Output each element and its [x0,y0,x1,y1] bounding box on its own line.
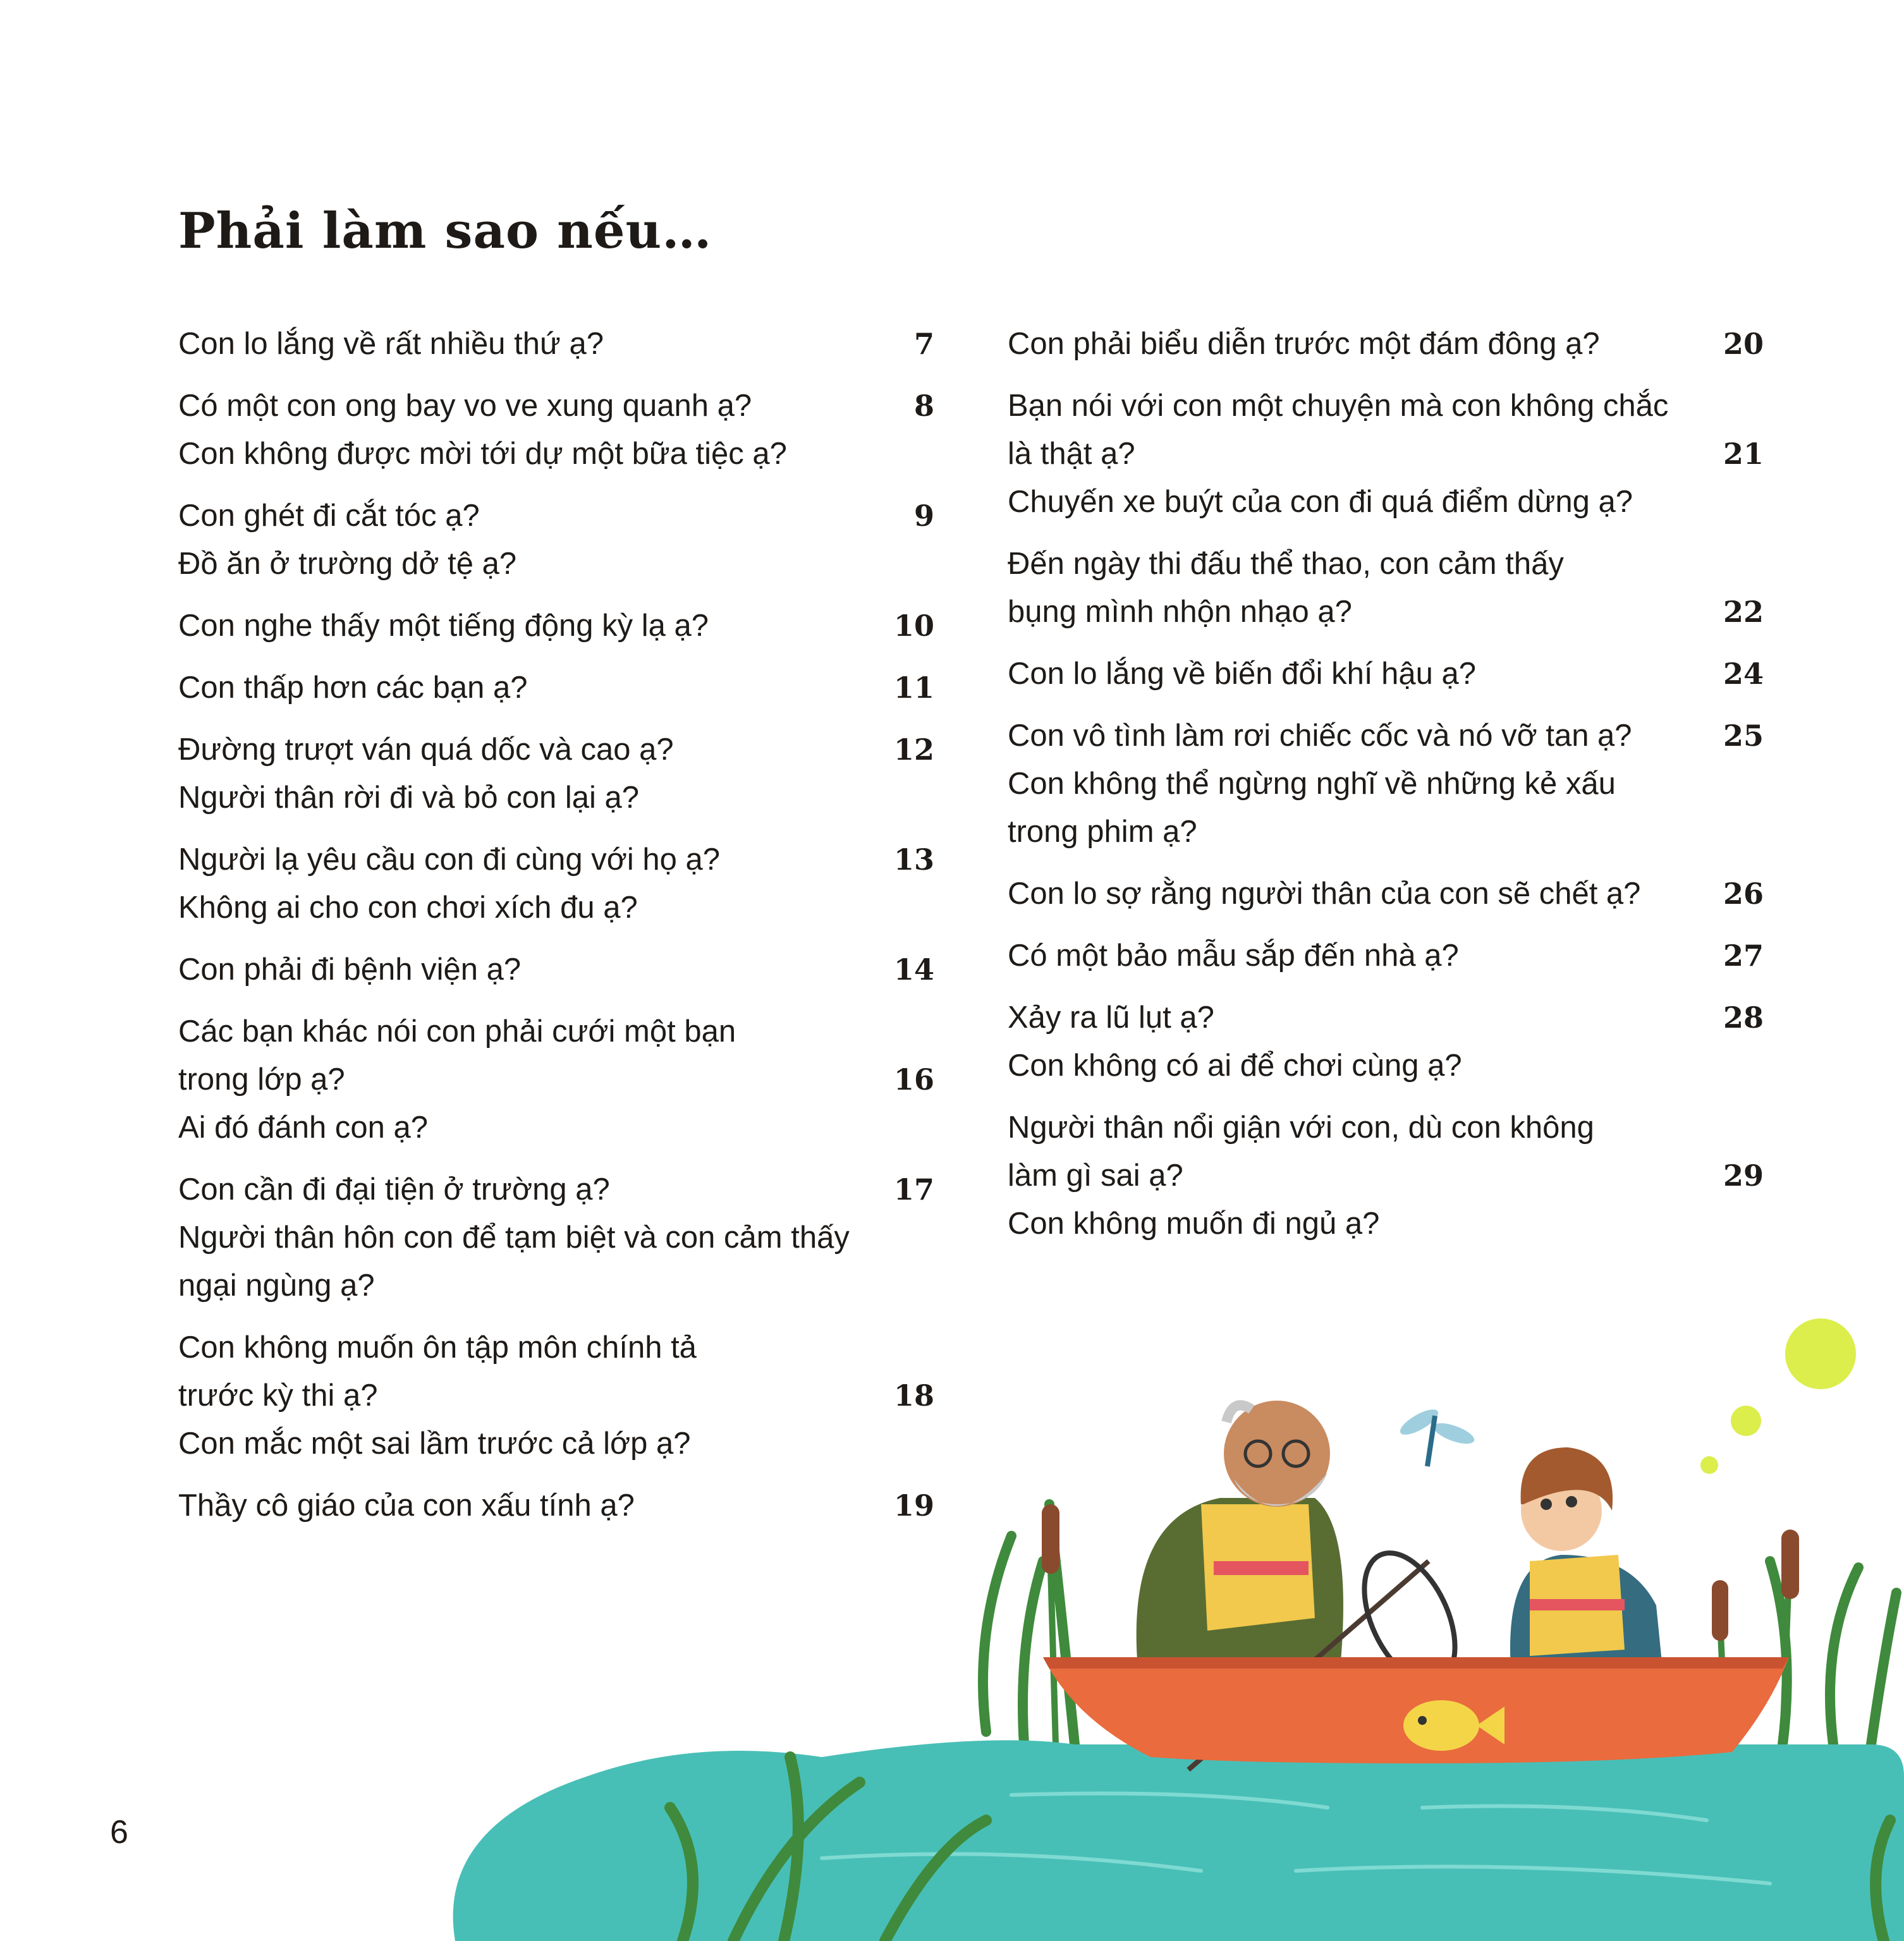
toc-entry [178,1323,934,1468]
toc-question: ngại ngùng ạ? [178,1269,375,1303]
toc-page-number: 26 [1723,877,1764,911]
toc-entry [1008,650,1764,698]
toc-question: Người thân hôn con để tạm biệt và con cảm thấy [178,1220,850,1255]
toc-entry [1008,712,1764,856]
toc-question: là thật ạ? [1008,437,1135,471]
toc-page-number: 10 [893,609,934,643]
fishing-net [1188,1539,1474,1770]
toc-question: Con không thể ngừng nghĩ về những kẻ xấu [1008,767,1616,801]
toc-question: Có một bảo mẫu sắp đến nhà ạ? [1008,939,1459,973]
toc-entry [178,1165,934,1310]
toc-question: Thầy cô giáo của con xấu tính ạ? [178,1488,635,1523]
toc-question: Có một con ong bay vo ve xung quanh ạ? [178,389,752,423]
toc-entry [1008,540,1764,636]
toc-question: Con mắc một sai lầm trước cả lớp ạ? [178,1427,691,1461]
toc-question: Không ai cho con chơi xích đu ạ? [178,891,638,925]
toc-page-number: 7 [913,327,934,361]
toc-entry [178,492,934,588]
toc-entry [178,320,934,368]
toc-entry [1008,1104,1764,1248]
toc-question: Con vô tình làm rơi chiếc cốc và nó vỡ tan ạ? [1008,719,1632,753]
toc-question: Con ghét đi cắt tóc ạ? [178,499,480,533]
toc-page-number: 21 [1723,437,1764,471]
toc-page-number: 28 [1723,1001,1764,1035]
boy [1510,1447,1663,1669]
toc-page-number: 9 [913,499,934,533]
toc-question: Người thân rời đi và bỏ con lại ạ? [178,781,639,815]
lime-dot-large [1785,1318,1856,1389]
toc-question: Đường trượt ván quá dốc và cao ạ? [178,733,674,767]
toc-question: Con lo lắng về biến đổi khí hậu ạ? [1008,657,1476,691]
lime-dot-medium [1731,1406,1761,1436]
toc-question: trong lớp ạ? [178,1062,345,1097]
page-title: Phải làm sao nếu… [178,202,712,260]
toc-right-column [1008,320,1764,1262]
toc-page-number: 17 [893,1172,934,1207]
toc-question: Các bạn khác nói con phải cưới một bạn [178,1014,736,1049]
toc-question: Ai đó đánh con ạ? [178,1110,429,1145]
toc-entry [178,664,934,712]
toc-page-number: 14 [893,952,934,987]
toc-question: làm gì sai ạ? [1008,1159,1183,1193]
toc-page-number: 24 [1723,657,1764,691]
front-reeds [670,1757,1890,1941]
cattails [1042,1504,1799,1744]
toc-entry [178,1007,934,1152]
toc-question: Con cần đi đại tiện ở trường ạ? [178,1172,610,1207]
toc-left-column [178,320,934,1543]
toc-entry [1008,932,1764,980]
toc-question: Con lo lắng về rất nhiều thứ ạ? [178,327,604,361]
toc-entry [178,726,934,822]
toc-entry [1008,382,1764,526]
toc-page-number: 22 [1723,595,1764,629]
toc-page-number: 20 [1723,327,1764,361]
toc-page-number: 12 [893,733,934,767]
toc-question: Xảy ra lũ lụt ạ? [1008,1001,1214,1035]
lime-dot-small [1700,1456,1718,1474]
toc-entry [178,602,934,650]
pond-water [453,1740,1904,1941]
toc-question: Con lo sợ rằng người thân của con sẽ chết ạ? [1008,877,1641,911]
toc-page-number: 13 [893,843,934,877]
toc-page-number: 11 [893,671,934,705]
water-ripples [822,1794,1770,1884]
toc-question: Bạn nói với con một chuyện mà con không chắc [1008,389,1669,423]
toc-question: Con thấp hơn các bạn ạ? [178,671,528,705]
toc-entry [178,382,934,478]
toc-page-number: 29 [1723,1159,1764,1193]
toc-entry [1008,870,1764,918]
toc-question: Chuyến xe buýt của con đi quá điểm dừng ạ? [1008,485,1633,519]
toc-entry [1008,994,1764,1090]
toc-question: Con nghe thấy một tiếng động kỳ lạ ạ? [178,609,709,643]
back-reeds [983,1504,1896,1744]
page-number: 6 [110,1814,128,1851]
toc-page-number: 16 [893,1062,934,1097]
orange-boat [1043,1657,1789,1763]
toc-question: Con không muốn đi ngủ ạ? [1008,1207,1380,1241]
toc-page-number: 8 [913,389,934,423]
toc-page-number: 27 [1723,939,1764,973]
toc-entry [178,946,934,994]
toc-question: trước kỳ thi ạ? [178,1378,378,1413]
toc-question: Người lạ yêu cầu con đi cùng với họ ạ? [178,843,721,877]
toc-question: trong phim ạ? [1008,815,1197,849]
toc-question: Đồ ăn ở trường dở tệ ạ? [178,547,517,581]
toc-question: Con không có ai để chơi cùng ạ? [1008,1049,1462,1083]
grandpa [1137,1401,1343,1669]
dragonfly [1397,1405,1477,1466]
toc-question: Con phải biểu diễn trước một đám đông ạ? [1008,327,1600,361]
toc-page-number: 18 [893,1378,934,1413]
toc-question: Con không muốn ôn tập môn chính tả [178,1330,697,1365]
toc-question: Người thân nổi giận với con, dù con không [1008,1110,1594,1145]
toc-entry [1008,320,1764,368]
toc-page-number: 25 [1723,719,1764,753]
toc-question: Con không được mời tới dự một bữa tiệc ạ? [178,437,787,471]
toc-entry [178,1482,934,1530]
toc-question: Đến ngày thi đấu thể thao, con cảm thấy [1008,547,1564,581]
toc-entry [178,836,934,932]
toc-question: Con phải đi bệnh viện ạ? [178,952,522,987]
toc-page-number: 19 [893,1488,934,1523]
toc-question: bụng mình nhộn nhạo ạ? [1008,595,1352,629]
